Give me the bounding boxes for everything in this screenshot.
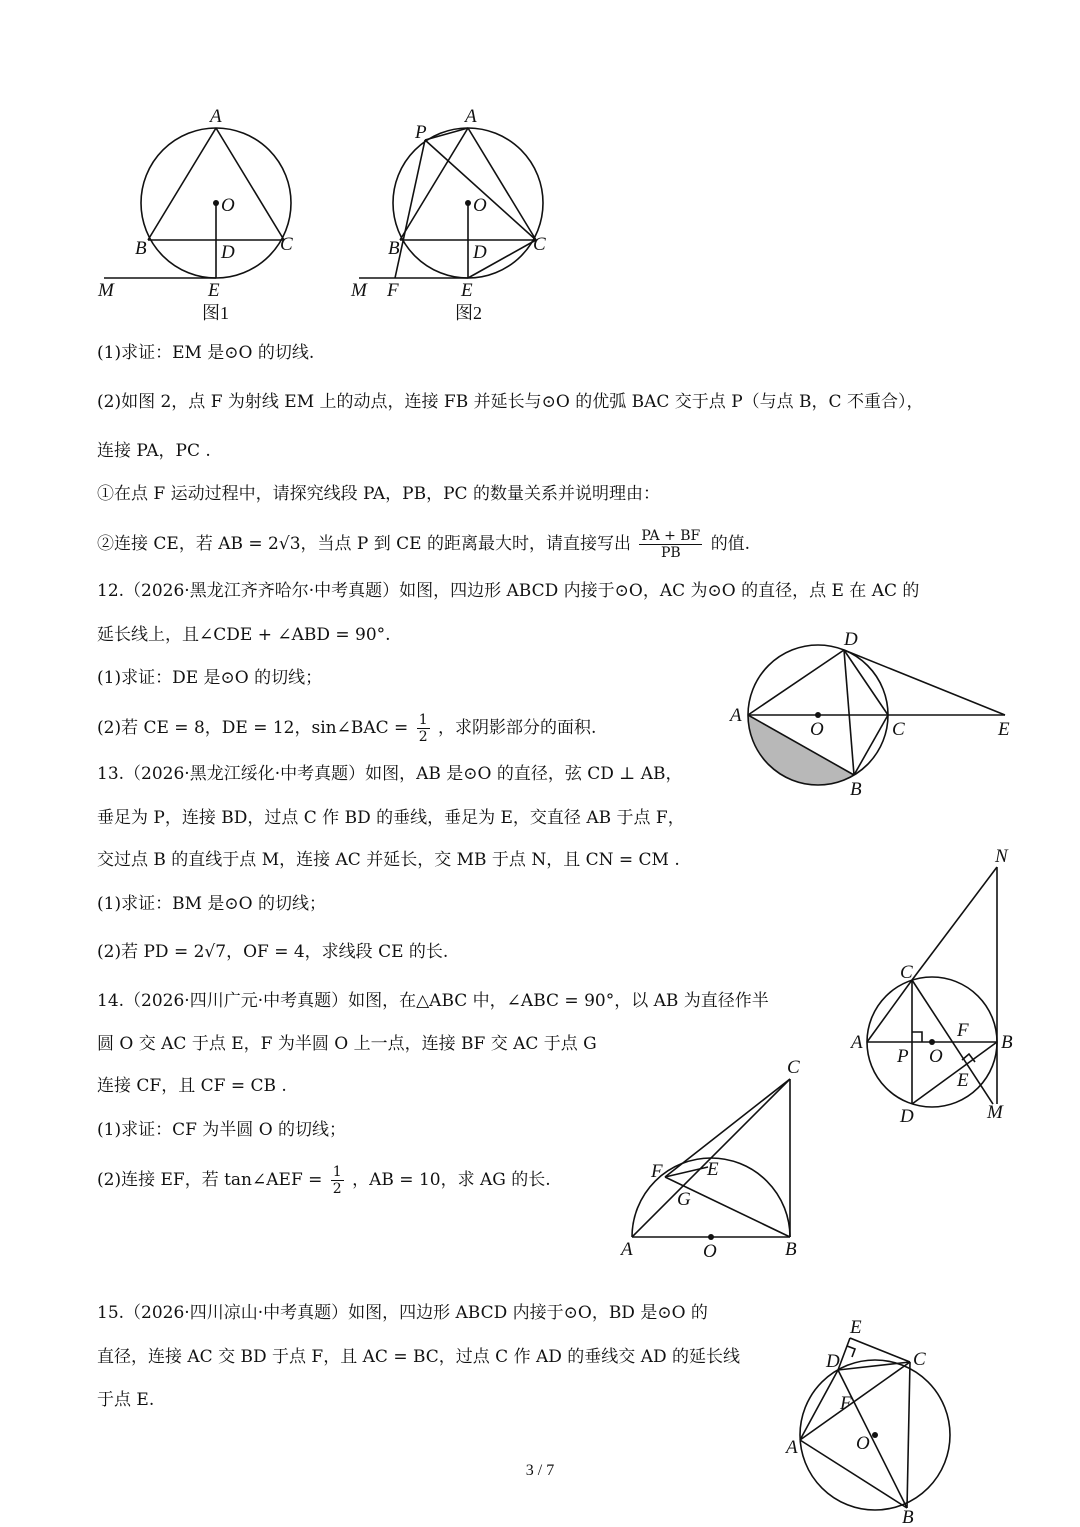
q13-line1: 13.（2026·黑龙江绥化·中考真题）如图，AB 是⊙O 的直径，弦 CD ⊥ AB， [97, 764, 683, 784]
label-o: O [473, 195, 487, 216]
q15-line1: 15.（2026·四川凉山·中考真题）如图，四边形 ABCD 内接于⊙O，BD 是⊙O 的 [97, 1303, 708, 1323]
caption-fig1: 图1 [202, 303, 229, 323]
figure-q12 [720, 625, 1020, 805]
label-o: O [703, 1241, 717, 1260]
q12-part2-text-b: ，求阴影部分的面积. [438, 718, 597, 738]
q12-fraction-den: 2 [418, 729, 428, 745]
q12-fraction-num: 1 [418, 712, 428, 728]
figure-q13 [845, 842, 1035, 1132]
label-g: G [677, 1189, 691, 1210]
label-o: O [929, 1046, 943, 1067]
q12-part2 [97, 712, 596, 745]
label-p: P [415, 122, 427, 143]
label-c: C [533, 234, 546, 255]
q11-fraction-den: PB [660, 545, 681, 561]
label-a: A [465, 106, 477, 127]
shaded-region [748, 715, 854, 785]
label-f: F [651, 1161, 663, 1182]
label-c: C [787, 1057, 800, 1078]
q12-part2-text-a: (2)若 CE = 8，DE = 12，sin∠BAC = [97, 718, 409, 738]
q11-part1: (1)求证：EM 是⊙O 的切线. [97, 343, 315, 363]
caption-fig2: 图2 [455, 303, 482, 323]
label-a: A [621, 1239, 633, 1260]
q15-line3: 于点 E. [97, 1390, 155, 1410]
q12-fraction [417, 712, 430, 745]
q13-part1: (1)求证：BM 是⊙O 的切线； [97, 894, 326, 914]
q12-line1: 12.（2026·黑龙江齐齐哈尔·中考真题）如图，四边形 ABCD 内接于⊙O，AC 为⊙O 的直径，点 E 在 AC 的 [97, 581, 920, 601]
label-a: A [210, 106, 222, 127]
figure-q15 [780, 1315, 970, 1525]
label-f: F [840, 1393, 852, 1414]
q11-fraction-num: PA + BF [641, 528, 701, 544]
label-o: O [221, 195, 235, 216]
q11-fraction [639, 528, 702, 561]
q12-part1: (1)求证：DE 是⊙O 的切线； [97, 668, 323, 688]
q11-part3: ①在点 F 运动过程中，请探究线段 PA，PB，PC 的数量关系并说明理由： [97, 484, 660, 504]
q14-part1: (1)求证：CF 为半圆 O 的切线； [97, 1120, 347, 1140]
label-c: C [892, 719, 905, 740]
label-p: P [897, 1046, 909, 1067]
label-f: F [957, 1020, 969, 1041]
label-b: B [785, 1239, 797, 1260]
label-e: E [998, 719, 1010, 740]
label-e: E [208, 280, 220, 301]
q13-line2: 垂足为 P，连接 BD，过点 C 作 BD 的垂线，垂足为 E，交直径 AB 于点 F， [97, 808, 685, 828]
q13-line3: 交过点 B 的直线于点 M，连接 AC 并延长，交 MB 于点 N，且 CN = CM . [97, 850, 680, 870]
label-a: A [786, 1437, 798, 1458]
q15-line2: 直径，连接 AC 交 BD 于点 F，且 AC = BC，过点 C 作 AD 的垂线交 AD 的延长线 [97, 1347, 741, 1367]
label-o: O [856, 1433, 870, 1454]
label-d: D [826, 1351, 840, 1372]
label-b: B [1001, 1032, 1013, 1053]
q14-line2: 圆 O 交 AC 于点 E，F 为半圆 O 上一点，连接 BF 交 AC 于点 G [97, 1034, 597, 1054]
q14-line3: 连接 CF，且 CF = CB . [97, 1076, 287, 1096]
label-m: M [351, 280, 367, 301]
q14-part2-text-a: (2)连接 EF，若 tan∠AEF = [97, 1170, 323, 1190]
q14-fraction-num: 1 [332, 1164, 342, 1180]
label-d: D [473, 242, 487, 263]
q11-part4 [97, 528, 750, 561]
page-number: 3 / 7 [525, 1462, 555, 1479]
q11-part2: (2)如图 2，点 F 为射线 EM 上的动点，连接 FB 并延长与⊙O 的优弧 BAC 交于点 P（与点 B，C 不重合）， [97, 392, 924, 412]
label-m: M [987, 1102, 1003, 1123]
q14-fraction [331, 1164, 344, 1197]
label-d: D [900, 1106, 914, 1127]
q11-part4-text-a: ②连接 CE，若 AB = 2√3，当点 P 到 CE 的距离最大时，请直接写出 [97, 534, 631, 554]
q14-part2 [97, 1164, 551, 1197]
label-d: D [221, 242, 235, 263]
label-n: N [995, 846, 1008, 867]
q11-part4-text-b: 的值. [710, 534, 751, 554]
label-e: E [707, 1159, 719, 1180]
q14-fraction-den: 2 [332, 1181, 342, 1197]
figure-2 [345, 100, 575, 330]
label-e: E [461, 280, 473, 301]
label-c: C [280, 234, 293, 255]
q12-line2: 延长线上，且∠CDE + ∠ABD = 90°. [97, 625, 391, 645]
q11-part2-cont: 连接 PA，PC . [97, 441, 211, 461]
label-o: O [810, 719, 824, 740]
figure-q14 [615, 1055, 825, 1260]
label-e: E [850, 1317, 862, 1338]
label-e: E [957, 1070, 969, 1091]
label-f: F [387, 280, 399, 301]
label-c: C [913, 1349, 926, 1370]
label-a: A [730, 705, 742, 726]
label-c: C [900, 962, 913, 983]
label-m: M [98, 280, 114, 301]
label-b: B [135, 238, 147, 259]
label-d: D [844, 629, 858, 650]
q14-part2-text-b: ，AB = 10，求 AG 的长. [352, 1170, 551, 1190]
q14-line1: 14.（2026·四川广元·中考真题）如图，在△ABC 中，∠ABC = 90°，以 AB 为直径作半 [97, 991, 769, 1011]
label-a: A [851, 1032, 863, 1053]
label-b: B [902, 1507, 914, 1525]
figure-1 [90, 100, 320, 330]
label-b: B [850, 779, 862, 800]
q13-part2: (2)若 PD = 2√7，OF = 4，求线段 CE 的长. [97, 942, 449, 962]
label-b: B [388, 238, 400, 259]
